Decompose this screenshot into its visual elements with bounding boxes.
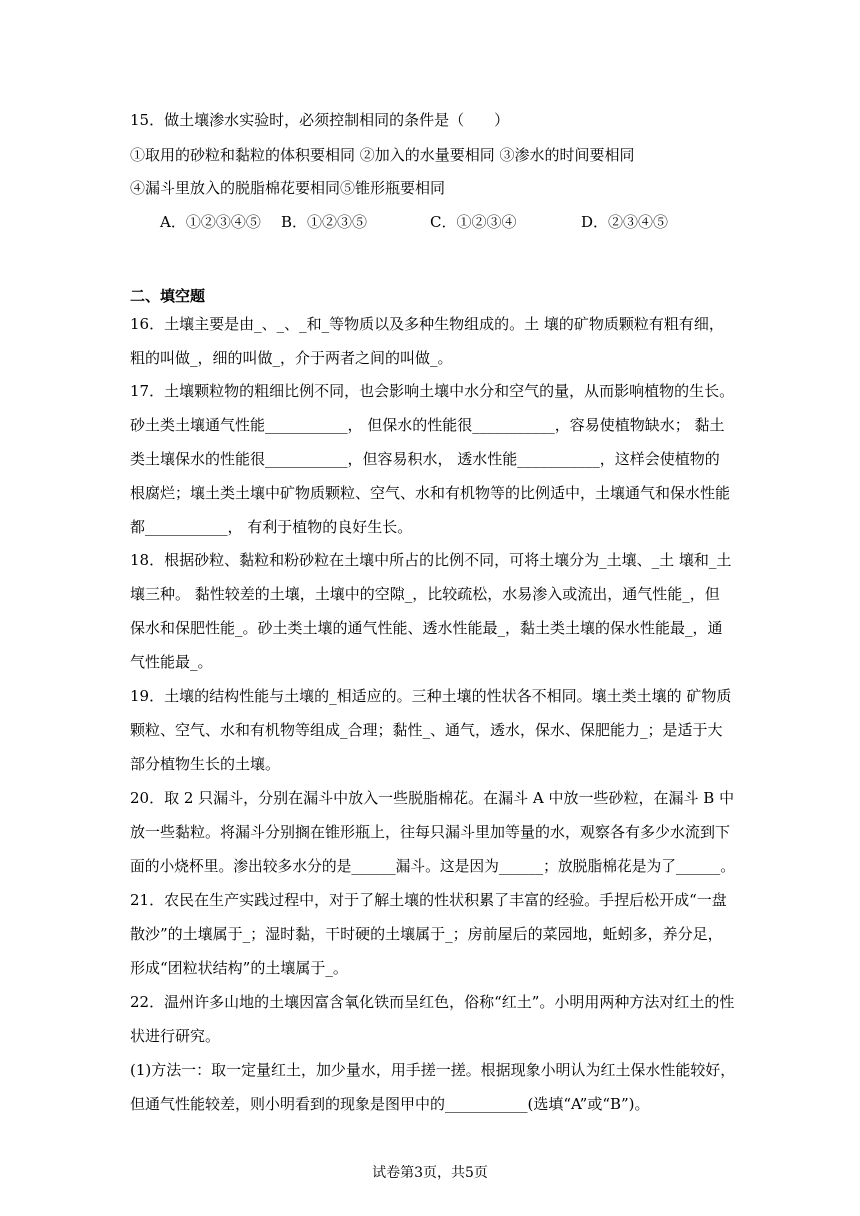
text-line: 都___________， 有利于植物的良好生长。 [130,518,413,536]
text-line: 21．农民在生产实践过程中，对于了解土壤的性状积累了丰富的经验。手捏后松开成“一盘 [130,891,727,909]
option-d: D．②③④⑤ [581,213,669,231]
text-line: 18．根据砂粒、黏粒和粉砂粒在土壤中所占的比例不同，可将土壤分为_土壤、_土 壤和_土 [130,551,732,569]
text-line: 粗的叫做_，细的叫做_，介于两者之间的叫做_。 [130,349,453,367]
text-line: 类土壤保水的性能很___________，但容易积水， 透水性能___________，这样会使植物的 [130,450,720,468]
option-b: B．①②③⑤ [281,213,368,231]
text-line: 但通气性能较差，则小明看到的现象是图甲中的___________(选填“A”或“B”)。 [130,1095,650,1113]
option-c: C．①②③④ [430,213,517,231]
question-15-line3: ④漏斗里放入的脱脂棉花要相同⑤锥形瓶要相同 [130,179,446,197]
text-line: 气性能最_。 [130,653,213,671]
text-line: 19．土壤的结构性能与土壤的_相适应的。三种土壤的性状各不相同。壤土类土壤的 矿物质 [130,687,732,705]
section-title: 二、填空题 [130,287,206,305]
text-line: 放一些黏粒。将漏斗分别搁在锥形瓶上，往每只漏斗里加等量的水，观察各有多少水流到下 [130,823,731,841]
option-a: A．①②③④⑤ [160,213,261,231]
text-line: 16．土壤主要是由_、_、_和_等物质以及多种生物组成的。土 壤的矿物质颗粒有粗有细， [130,315,724,333]
text-line: 保水和保肥性能_。砂土类土壤的通气性能、透水性能最_，黏土类土壤的保水性能最_，通 [130,619,723,637]
text-line: 17．土壤颗粒物的粗细比例不同，也会影响土壤中水分和空气的量，从而影响植物的生长。 [130,382,735,400]
text-line: 20．取 2 只漏斗，分别在漏斗中放入一些脱脂棉花。在漏斗 A 中放一些砂粒，在漏斗 B 中 [130,789,735,807]
page-footer: 试卷第3页，共5页 [372,1165,488,1181]
text-line: 面的小烧杯里。渗出较多水分的是______漏斗。这是因为______；放脱脂棉花是为了______。 [130,857,736,875]
text-line: 22．温州许多山地的土壤因富含氧化铁而呈红色，俗称“红土”。小明用两种方法对红土的性 [130,993,735,1011]
text-line: 散沙”的土壤属于_；湿时黏，干时硬的土壤属于_；房前屋后的菜园地，蚯蚓多，养分足， [130,925,723,943]
text-line: 砂土类土壤通气性能___________， 但保水的性能很___________，容易使植物缺水； 黏土 [130,416,725,434]
text-line: 根腐烂；壤土类土壤中矿物质颗粒、空气、水和有机物等的比例适中，土壤通气和保水性能 [130,484,731,502]
text-line: 颗粒、空气、水和有机物等组成_合理；黏性_、通气，透水，保水、保肥能力_；是适于大 [130,721,723,739]
text-line: 形成“团粒状结构”的土壤属于_。 [130,959,348,977]
text-line: (1)方法一：取一定量红土，加少量水，用手搓一搓。根据现象小明认为红土保水性能较好， [130,1061,736,1079]
question-15-line2: ①取用的砂粒和黏粒的体积要相同 ②加入的水量要相同 ③渗水的时间要相同 [130,146,635,164]
question-15-stem: 15．做土壤渗水实验时，必须控制相同的条件是（ ） [130,111,510,129]
text-line: 壤三种。 黏性较差的土壤，土壤中的空隙_，比较疏松，水易渗入或流出，通气性能_，但 [130,585,720,603]
text-line: 状进行研究。 [130,1027,221,1045]
text-line: 部分植物生长的土壤。 [130,755,281,773]
